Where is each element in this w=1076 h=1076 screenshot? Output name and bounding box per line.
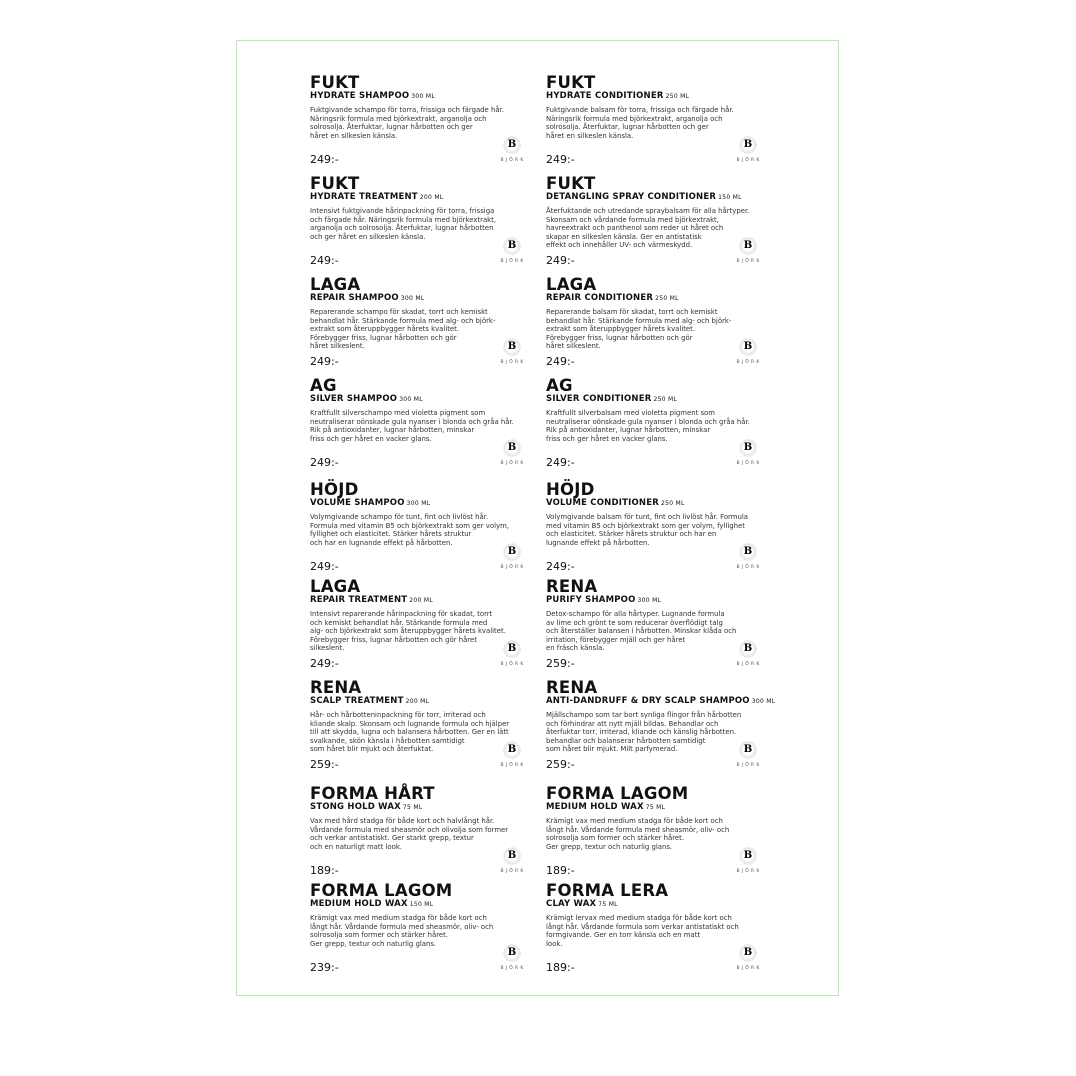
product-title: FORMA LAGOM <box>310 881 453 900</box>
product-price: 249:- <box>310 153 339 166</box>
brand-logo-letter: B <box>507 240 517 251</box>
product-description: Fuktgivande balsam för torra, frissiga och färgade hår. Näringsrik formula med björkextrakt, arganolja och solrosolja. Återfuktar, lugnar hårbotten och ger håret en silkeslen känsla. <box>546 106 734 140</box>
product-volume: 300 ML <box>399 396 423 403</box>
product-price: 259:- <box>546 657 575 670</box>
product-price: 259:- <box>310 758 339 771</box>
product-description: Mjällschampo som tar bort synliga flingor från hårbotten och förhindrar att nytt mjäll bildas. Behandlar och återfuktar torr, irriterad, kliande och känslig hårbotten. behandlar och balanserar hårbotten samtidigt som håret blir mjukt. Milt parfymerad. <box>546 711 742 754</box>
product-card <box>310 578 530 674</box>
product-subtitle <box>546 595 766 606</box>
product-title: RENA <box>546 678 598 697</box>
product-subtitle <box>310 899 530 910</box>
product-card <box>546 175 766 271</box>
product-name: REPAIR CONDITIONER <box>546 293 654 303</box>
product-card <box>546 481 766 577</box>
product-description: Hår- och hårbotteninpackning för torr, irriterad och kliande skalp. Skonsam och lugnande formula och hjälper till att skydda, lugna och balansera hårbotten. Ger en lätt svalkande, skön känsla i hårbotten samtidigt som håret blir mjukt och återfuktat. <box>310 711 510 754</box>
product-price: 189:- <box>310 864 339 877</box>
product-card <box>546 882 766 978</box>
product-description: Detox-schampo för alla hårtyper. Lugnande formula av lime och grönt te som reducerar överflödigt talg och återställer balansen i hårbotten. Minskar klåda och irritation, förebygger mjäll och ger håret en fräsch känsla. <box>546 610 737 653</box>
brand-logo <box>733 136 763 163</box>
brand-logo-letter: B <box>507 850 517 861</box>
brand-seal-icon <box>503 237 521 255</box>
product-volume: 250 ML <box>653 396 678 403</box>
brand-seal-icon <box>739 543 757 561</box>
product-title: FORMA HÅRT <box>310 784 435 803</box>
brand-name: BJÖRK <box>736 158 762 163</box>
product-volume: 150 ML <box>718 194 742 201</box>
product-name: REPAIR TREATMENT <box>310 595 408 605</box>
product-volume: 250 ML <box>655 295 679 302</box>
product-card <box>310 74 530 170</box>
brand-name: BJÖRK <box>736 763 762 768</box>
product-description: Kraftfullt silverbalsam med violetta pigment som neutraliserar oönskade gula nyanser i blonda och gråa hår. Rik på antioxidanter, lugnar hårbotten, minskar friss och ger håret en vacker glans. <box>546 409 750 443</box>
product-description: Krämigt vax med medium stadga för både kort och långt hår. Vårdande formula med sheasmör, oliv- och solrosolja som former och stärker håret. Ger grepp, textur och naturlig glans. <box>310 914 494 948</box>
product-description: Reparerande balsam för skadat, torrt och kemiskt behandlat hår. Stärkande formula med alg- och björk- extrakt som återuppbygger hårets kvalitet. Förebygger friss, lugnar hårbotten och gör håret silkeslent. <box>546 308 732 351</box>
product-price: 249:- <box>310 254 339 267</box>
brand-name: BJÖRK <box>500 869 526 874</box>
brand-name: BJÖRK <box>736 360 762 365</box>
brand-logo-letter: B <box>743 240 753 251</box>
brand-logo <box>733 847 763 874</box>
product-card <box>546 578 766 674</box>
product-description: Vax med hård stadga för både kort och halvlångt hår. Vårdande formula med sheasmör och olivolja som former och verkar antistatiskt. Ger starkt grepp, textur och en naturligt matt look. <box>310 817 509 851</box>
brand-name: BJÖRK <box>500 158 526 163</box>
brand-logo-letter: B <box>507 643 517 654</box>
product-description: Reparerande schampo för skadat, torrt och kemiskt behandlat hår. Stärkande formula med alg- och björk- extrakt som återuppbygger hårets kvalitet. Förebygger friss, lugnar hårbotten och gör håret silkeslent. <box>310 308 496 351</box>
product-card <box>310 175 530 271</box>
product-price: 249:- <box>546 560 575 573</box>
product-description: Krämigt lervax med medium stadga för både kort och långt hår. Vårdande formula som verkar antistatiskt och formgivande. Ger en torr känsla och en matt look. <box>546 914 739 948</box>
product-card <box>310 882 530 978</box>
brand-logo-letter: B <box>743 744 753 755</box>
product-name: CLAY WAX <box>546 899 597 909</box>
brand-seal-icon <box>739 338 757 356</box>
product-title: FUKT <box>546 73 596 92</box>
product-subtitle <box>546 293 766 304</box>
product-description: Intensivt fuktgivande hårinpackning för torra, frissiga och färgade hår. Näringsrik formula med björkextrakt, arganolja och solrosolja. Återfuktar, lugnar hårbotten och ger håret en silkeslen känsla. <box>310 207 497 241</box>
product-volume: 200 ML <box>419 194 444 201</box>
brand-logo <box>497 640 527 667</box>
product-title: HÖJD <box>310 480 359 499</box>
brand-logo-letter: B <box>743 442 753 453</box>
product-card <box>546 377 766 473</box>
product-name: MEDIUM HOLD WAX <box>546 802 644 812</box>
product-name: VOLUME SHAMPOO <box>310 498 405 508</box>
brand-logo <box>733 543 763 570</box>
product-subtitle <box>310 498 530 509</box>
product-name: HYDRATE SHAMPOO <box>310 91 410 101</box>
brand-seal-icon <box>503 136 521 154</box>
product-card <box>546 276 766 372</box>
brand-logo <box>497 439 527 466</box>
product-title: FORMA LAGOM <box>546 784 689 803</box>
brand-logo <box>497 338 527 365</box>
product-price: 189:- <box>546 864 575 877</box>
brand-logo-letter: B <box>507 546 517 557</box>
brand-logo-letter: B <box>507 139 517 150</box>
brand-seal-icon <box>739 237 757 255</box>
product-volume: 75 ML <box>645 804 666 811</box>
product-price: 249:- <box>310 560 339 573</box>
product-subtitle <box>310 802 530 813</box>
product-title: FORMA LERA <box>546 881 669 900</box>
brand-seal-icon <box>739 640 757 658</box>
brand-seal-icon <box>739 847 757 865</box>
product-name: HYDRATE TREATMENT <box>310 192 418 202</box>
brand-name: BJÖRK <box>736 662 762 667</box>
brand-seal-icon <box>503 847 521 865</box>
product-name: VOLUME CONDITIONER <box>546 498 659 508</box>
brand-seal-icon <box>739 439 757 457</box>
brand-name: BJÖRK <box>500 461 526 466</box>
product-subtitle <box>310 91 530 102</box>
brand-logo <box>733 741 763 768</box>
brand-logo-letter: B <box>507 947 517 958</box>
brand-logo <box>497 237 527 264</box>
product-title: FUKT <box>546 174 596 193</box>
product-description: Volymgivande balsam för tunt, fint och livlöst hår. Formula med vitamin B5 och björkextrakt som ger volym, fyllighet och elasticitet. Stärker hårets struktur och har en lugnande effekt på hårbotten. <box>546 513 748 547</box>
brand-logo-letter: B <box>743 341 753 352</box>
product-name: REPAIR SHAMPOO <box>310 293 399 303</box>
brand-name: BJÖRK <box>736 966 762 971</box>
product-title: AG <box>310 376 337 395</box>
brand-seal-icon <box>503 944 521 962</box>
product-description: Volymgivande schampo för tunt, fint och livlöst hår. Formula med vitamin B5 och björkextrakt som ger volym, fyllighet och elasticitet. Stärker hårets struktur och har en lugnande effekt på hårbotten. <box>310 513 509 547</box>
product-subtitle <box>546 899 766 910</box>
brand-name: BJÖRK <box>500 662 526 667</box>
brand-logo-letter: B <box>507 442 517 453</box>
product-card <box>546 785 766 881</box>
brand-logo <box>733 944 763 971</box>
product-name: PURIFY SHAMPOO <box>546 595 636 605</box>
product-volume: 150 ML <box>409 901 434 908</box>
brand-logo-letter: B <box>743 139 753 150</box>
brand-logo <box>733 439 763 466</box>
product-name: SCALP TREATMENT <box>310 696 404 706</box>
product-title: LAGA <box>310 275 361 294</box>
product-card <box>310 377 530 473</box>
brand-name: BJÖRK <box>736 259 762 264</box>
product-description: Intensivt reparerande hårinpackning för skadat, torrt och kemiskt behandlat hår. Stärkande formula med alg- och björkextrakt som återuppbygger hårets kvalitet. Förebygger friss, lugnar hårbotten och gör håret silkeslent. <box>310 610 506 653</box>
product-subtitle <box>546 802 766 813</box>
product-name: SILVER CONDITIONER <box>546 394 652 404</box>
brand-name: BJÖRK <box>500 259 526 264</box>
product-volume: 300 ML <box>411 93 435 100</box>
product-price: 239:- <box>310 961 339 974</box>
product-price: 249:- <box>546 254 575 267</box>
brand-name: BJÖRK <box>500 763 526 768</box>
brand-seal-icon <box>739 944 757 962</box>
product-title: FUKT <box>310 174 360 193</box>
product-price: 249:- <box>310 355 339 368</box>
brand-name: BJÖRK <box>736 565 762 570</box>
product-volume: 250 ML <box>665 93 690 100</box>
brand-logo-letter: B <box>743 850 753 861</box>
brand-seal-icon <box>503 543 521 561</box>
brand-logo <box>733 237 763 264</box>
product-price: 249:- <box>310 456 339 469</box>
product-title: LAGA <box>546 275 597 294</box>
product-name: STONG HOLD WAX <box>310 802 401 812</box>
product-name: HYDRATE CONDITIONER <box>546 91 664 101</box>
product-title: RENA <box>546 577 598 596</box>
brand-logo-letter: B <box>743 546 753 557</box>
brand-seal-icon <box>503 338 521 356</box>
brand-logo <box>497 543 527 570</box>
product-volume: 200 ML <box>405 698 430 705</box>
brand-logo <box>497 944 527 971</box>
brand-logo <box>733 338 763 365</box>
product-price: 189:- <box>546 961 575 974</box>
product-name: DETANGLING SPRAY CONDITIONER <box>546 192 717 202</box>
product-volume: 300 ML <box>406 500 431 507</box>
product-name: SILVER SHAMPOO <box>310 394 398 404</box>
brand-name: BJÖRK <box>500 966 526 971</box>
product-card <box>310 785 530 881</box>
product-title: LAGA <box>310 577 361 596</box>
product-title: RENA <box>310 678 362 697</box>
product-subtitle <box>546 192 766 203</box>
brand-name: BJÖRK <box>500 360 526 365</box>
product-description: Krämigt vax med medium stadga för både kort och långt hår. Vårdande formula med sheasmör, oliv- och solrosolja som former och stärker håret. Ger grepp, textur och naturlig glans. <box>546 817 730 851</box>
product-description: Fuktgivande schampo för torra, frissiga och färgade hår. Näringsrik formula med björkextrakt, arganolja och solrosolja. Återfuktar, lugnar hårbotten och ger håret en silkeslen känsla. <box>310 106 504 140</box>
product-subtitle <box>310 696 530 707</box>
product-card <box>310 481 530 577</box>
product-card <box>546 74 766 170</box>
product-price: 249:- <box>546 456 575 469</box>
brand-logo <box>733 640 763 667</box>
product-subtitle <box>546 394 766 405</box>
brand-logo <box>497 741 527 768</box>
product-subtitle <box>310 293 530 304</box>
brand-logo-letter: B <box>743 947 753 958</box>
brand-seal-icon <box>503 439 521 457</box>
product-price: 249:- <box>310 657 339 670</box>
brand-seal-icon <box>503 640 521 658</box>
product-title: AG <box>546 376 573 395</box>
product-card <box>546 678 776 775</box>
product-volume: 300 ML <box>637 597 662 604</box>
product-subtitle <box>546 696 776 707</box>
brand-name: BJÖRK <box>736 461 762 466</box>
product-volume: 300 ML <box>751 698 776 705</box>
brand-name: BJÖRK <box>736 869 762 874</box>
brand-seal-icon <box>739 136 757 154</box>
product-subtitle <box>310 595 530 606</box>
product-name: ANTI-DANDRUFF & DRY SCALP SHAMPOO <box>546 696 750 706</box>
product-card <box>310 679 530 775</box>
product-volume: 200 ML <box>409 597 433 604</box>
product-price: 249:- <box>546 153 575 166</box>
product-title: HÖJD <box>546 480 595 499</box>
brand-seal-icon <box>503 741 521 759</box>
brand-logo <box>497 847 527 874</box>
product-price: 259:- <box>546 758 575 771</box>
brand-logo <box>497 136 527 163</box>
brand-name: BJÖRK <box>500 565 526 570</box>
product-subtitle <box>546 498 766 509</box>
product-volume: 300 ML <box>400 295 425 302</box>
product-subtitle <box>546 91 766 102</box>
brand-seal-icon <box>739 741 757 759</box>
brand-logo-letter: B <box>507 744 517 755</box>
product-description: Återfuktande och utredande spraybalsam för alla hårtyper. Skonsam och vårdande formula med björkextrakt, havreextrakt och panthenol som reder ut håret och skapar en silkeslen känsla. Ger en antistatisk effekt och innehåller UV- och värmeskydd. <box>546 207 750 250</box>
product-price: 249:- <box>546 355 575 368</box>
product-volume: 250 ML <box>660 500 685 507</box>
brand-logo-letter: B <box>743 643 753 654</box>
product-description: Kraftfullt silverschampo med violetta pigment som neutraliserar oönskade gula nyanser i blonda och gråa hår. Rik på antioxidanter, lugnar hårbotten, minskar friss och ger håret en vacker glans. <box>310 409 514 443</box>
brand-logo-letter: B <box>507 341 517 352</box>
product-volume: 75 ML <box>402 804 423 811</box>
product-volume: 75 ML <box>598 901 618 908</box>
product-name: MEDIUM HOLD WAX <box>310 899 408 909</box>
product-title: FUKT <box>310 73 360 92</box>
product-subtitle <box>310 394 530 405</box>
product-card <box>310 276 530 372</box>
product-subtitle <box>310 192 530 203</box>
